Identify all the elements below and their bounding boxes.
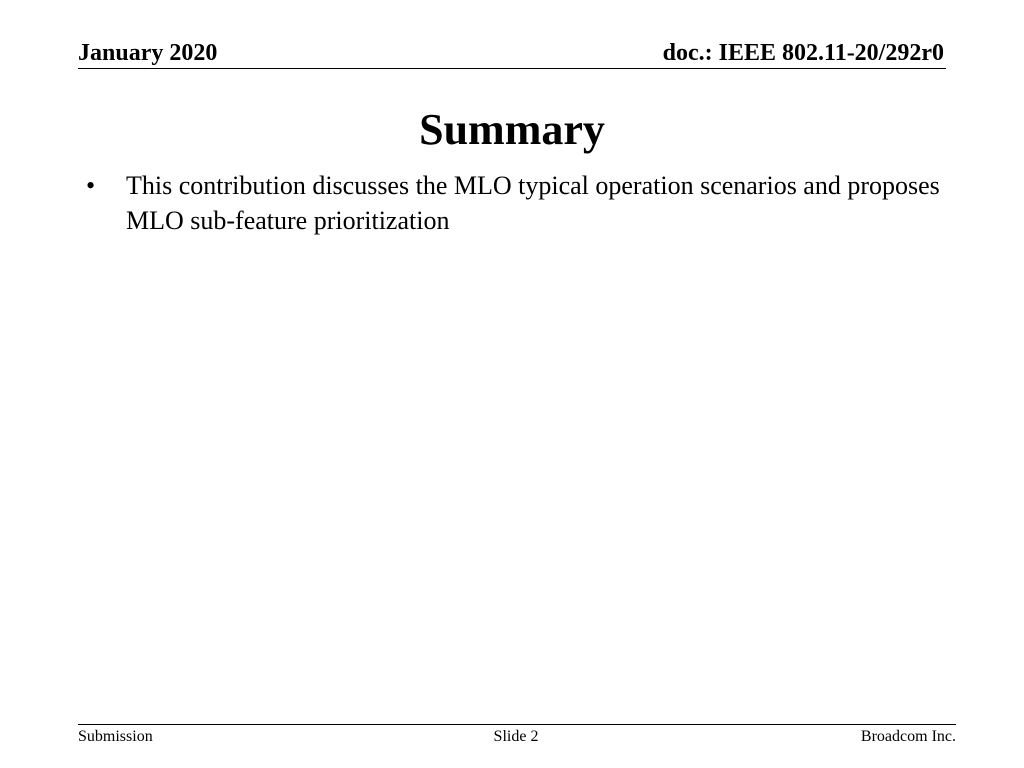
- slide-title: Summary: [419, 105, 605, 154]
- footer-company: Broadcom Inc.: [860, 728, 956, 745]
- bullet-marker: •: [86, 171, 96, 200]
- footer-submission: Submission: [78, 728, 153, 745]
- bullet-list: [86, 168, 946, 238]
- bullet-item: [86, 168, 946, 238]
- header-divider: [78, 68, 946, 69]
- bullet-text: This contribution discusses the MLO typical operation scenarios and proposes MLO sub-feature prioritization: [126, 171, 940, 235]
- header-document-id: doc.: IEEE 802.11-20/292r0: [662, 40, 944, 66]
- header-date: January 2020: [78, 40, 218, 66]
- footer-divider: [78, 724, 956, 725]
- footer-slide-number: Slide 2: [493, 728, 539, 745]
